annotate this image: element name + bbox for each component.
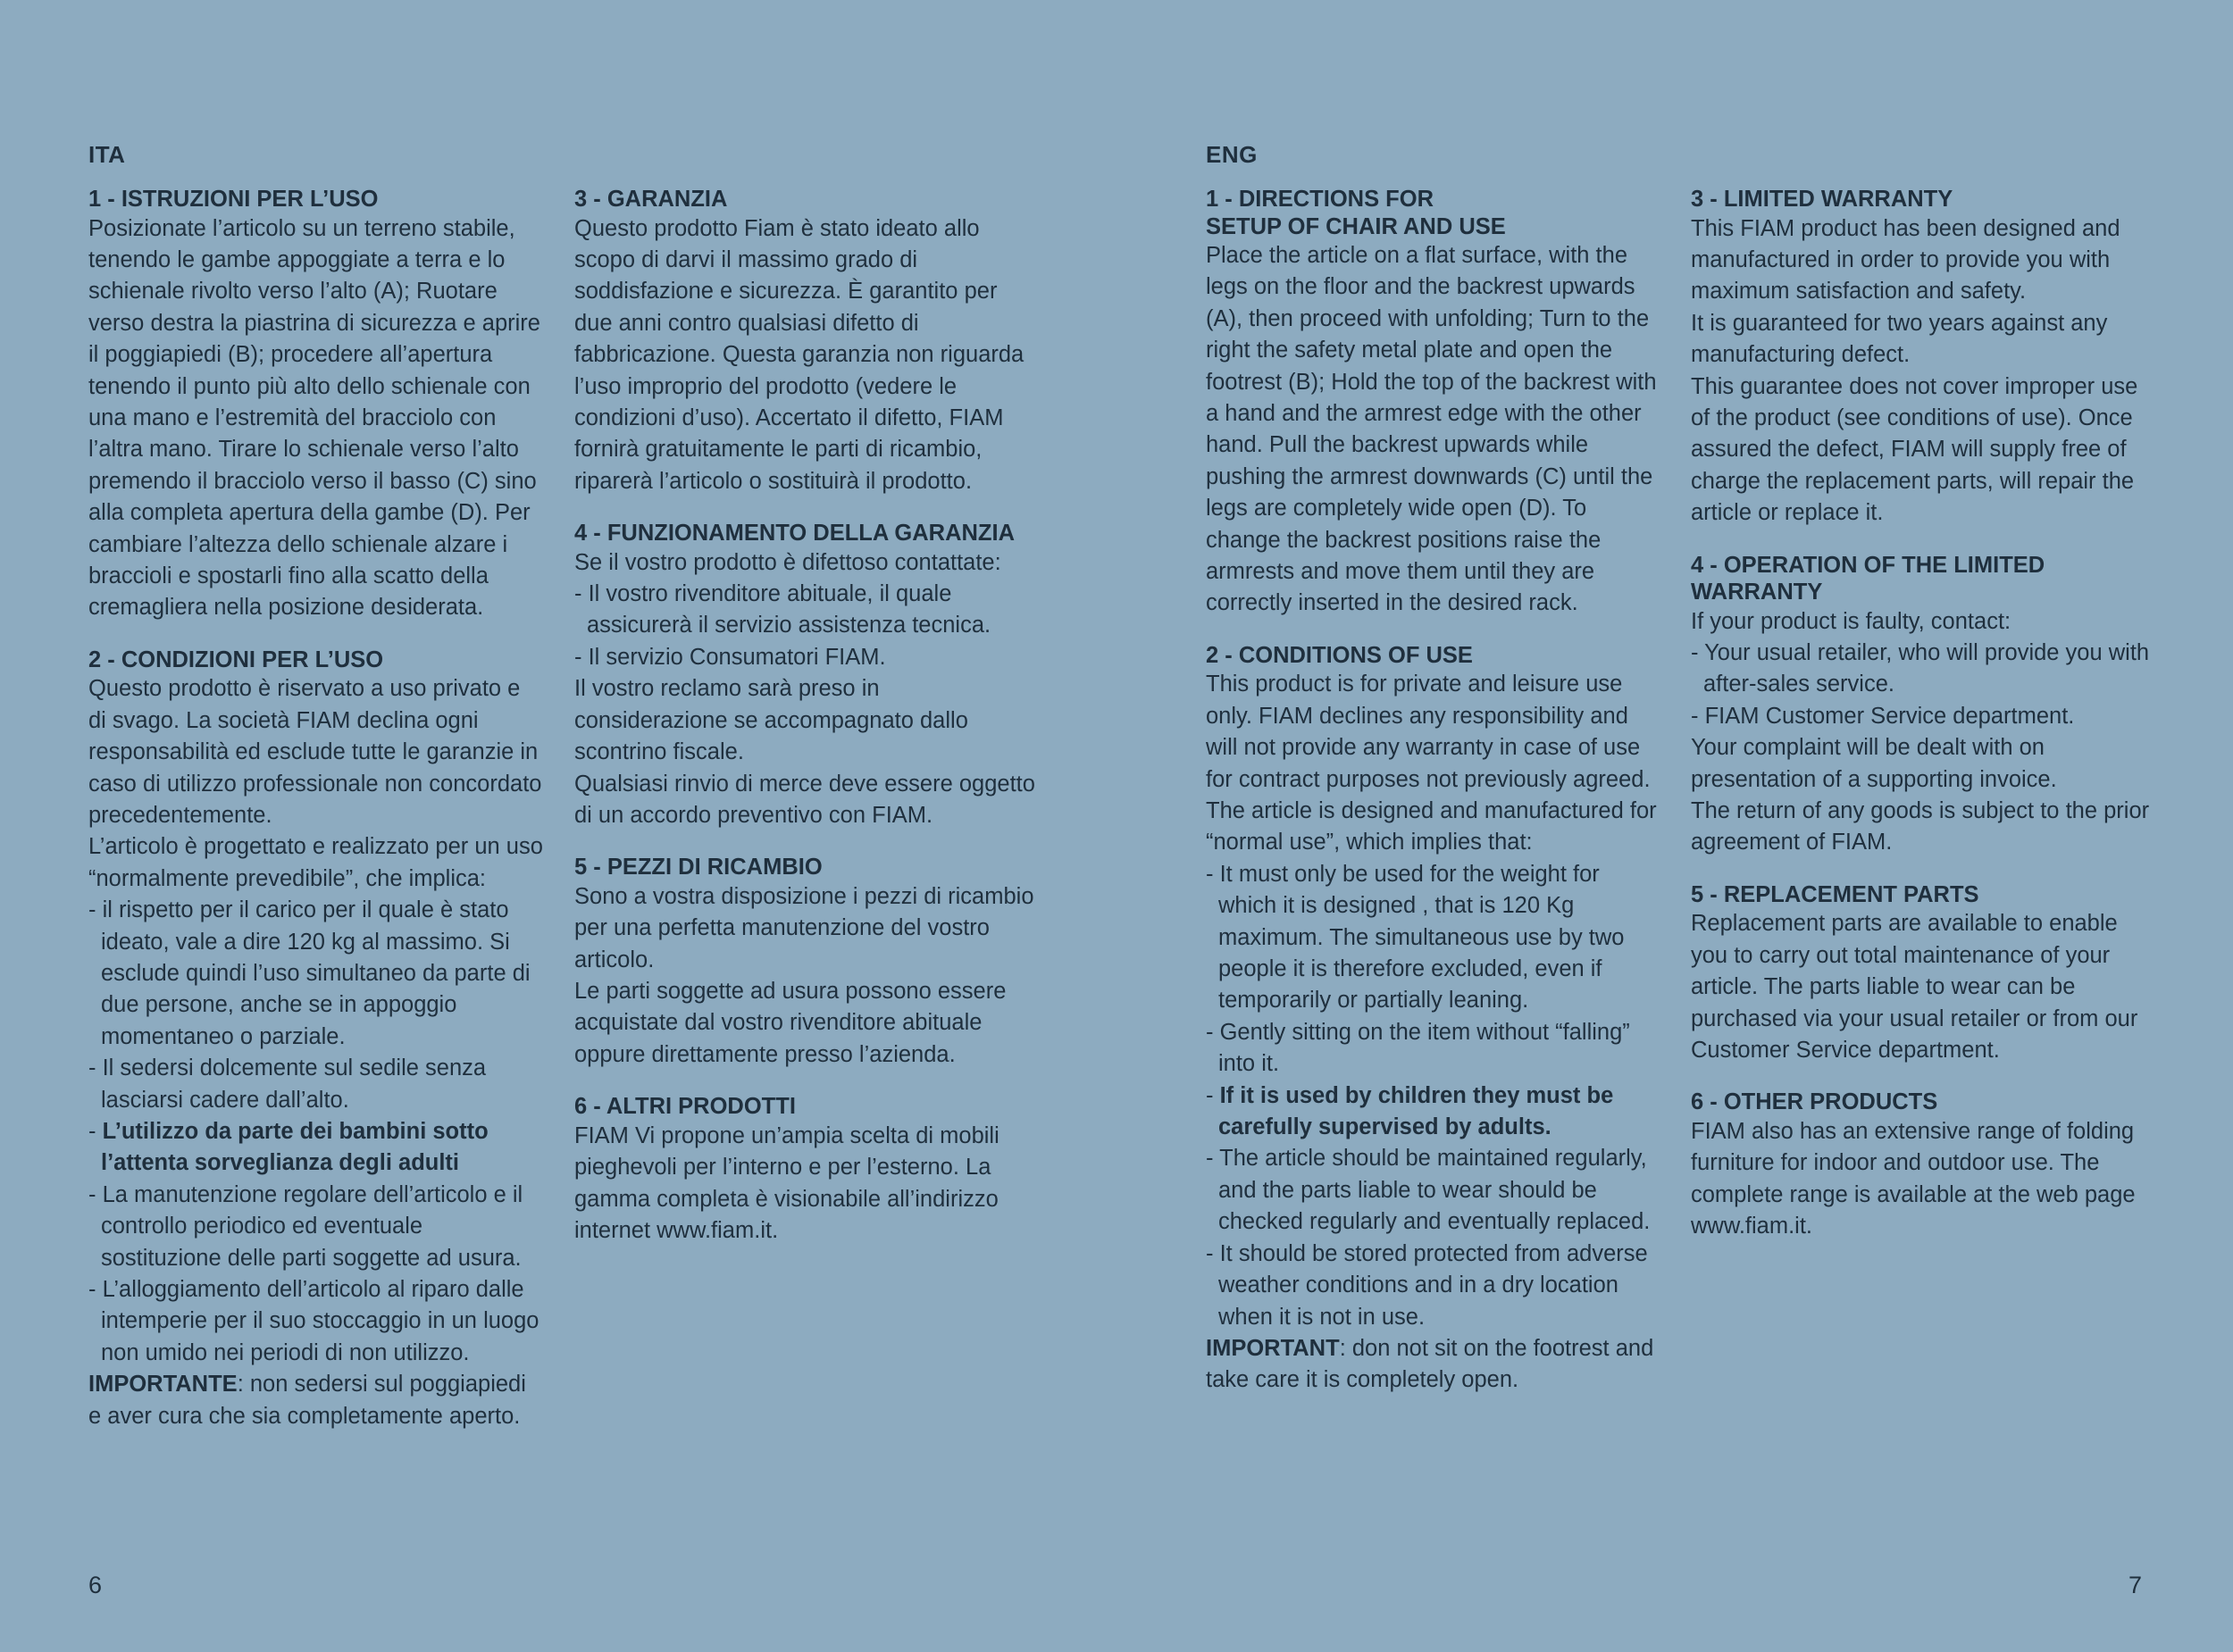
page-number-left: 6 — [88, 1572, 103, 1598]
paragraph: It is guaranteed for two years against any manufacturing defect. — [1691, 310, 2108, 368]
list-item: - It should be stored protected from adverse weather conditions and in a dry location when it is not in use. — [1206, 1240, 1648, 1330]
paragraph: This FIAM product has been designed and manufactured in order to provide you with maximum satisfaction and safety. — [1691, 215, 2120, 305]
eng-section-4 — [1691, 552, 2155, 859]
paragraph: Qualsiasi rinvio di merce deve essere oggetto di un accordo preventivo con FIAM. — [574, 771, 1035, 828]
paragraph: Sono a vostra disposizione i pezzi di ricambio per una perfetta manutenzione del vostro articolo. — [574, 883, 1034, 972]
eng-section-3 — [1691, 186, 2155, 530]
important-note — [1206, 1333, 1661, 1397]
section-body: FIAM also has an extensive range of folding furniture for indoor and outdoor use. The complete range is available at the web page www.fiam.it. — [1691, 1118, 2136, 1239]
ita-section-2 — [88, 647, 544, 1432]
section-title: 2 - CONDITIONS OF USE — [1206, 642, 1473, 668]
ita-section-6 — [574, 1093, 1039, 1247]
eng-section-6 — [1691, 1089, 2155, 1242]
eng-column-1 — [1206, 186, 1661, 1419]
ita-column-2 — [574, 186, 1039, 1269]
section-title: 2 - CONDIZIONI PER L’USO — [88, 647, 384, 672]
bold-warning: L’utilizzo da parte dei bambini sotto l’attenta sorveglianza degli adulti — [101, 1118, 489, 1176]
page-number-right: 7 — [2128, 1572, 2143, 1598]
eng-section-1 — [1206, 186, 1661, 620]
list-dash: - — [88, 1118, 103, 1144]
paragraph: Le parti soggette ad usura possono essere acquistate dal vostro rivenditore abituale oppure direttamente presso l’azienda. — [574, 979, 1007, 1067]
list-item: - Gently sitting on the item without “falling” into it. — [1206, 1019, 1630, 1077]
bold-warning: If it is used by children they must be carefully supervised by adults. — [1218, 1082, 1614, 1140]
language-label-ita: ITA — [88, 141, 126, 168]
eng-section-5 — [1691, 881, 2155, 1067]
ita-column-1 — [88, 186, 544, 1455]
section-title: 1 - ISTRUZIONI PER L’USO — [88, 187, 379, 212]
section-body: Posizionate l’articolo su un terreno stabile, tenendo le gambe appoggiate a terra e lo schienale rivolto verso l’alto (A); Ruotare verso destra la piastrina di sicurezza e aprire il poggiapiedi (B); procedere all’apertura tenendo il punto più alto dello schienale con una mano e l’estremità del bracciolo con l’altra mano. Tirare lo schienale verso l’alto premendo il bracciolo verso il basso (C) sino alla completa apertura della gambe (D). Per cambiare l’altezza dello schienale alzare i braccioli e spostarli fino alla scatto della cremagliera nella posizione desiderata. — [88, 215, 540, 621]
paragraph: Il vostro reclamo sarà preso in considerazione se accompagnato dallo scontrino fiscale. — [574, 676, 968, 765]
section-body: FIAM Vi propone un’ampia scelta di mobili pieghevoli per l’interno e per l’esterno. La gamma completa è visionabile all’indirizzo internet www.fiam.it. — [574, 1122, 999, 1243]
list-item — [1206, 1080, 1661, 1144]
section-title: 4 - FUNZIONAMENTO DELLA GARANZIA — [574, 521, 1015, 546]
list-item — [88, 1116, 544, 1180]
eng-column-2 — [1691, 186, 2155, 1264]
list-item: - La manutenzione regolare dell’articolo e il controllo periodico ed eventuale sostituzione delle parti soggette ad usura. — [88, 1181, 523, 1271]
paragraph: Your complaint will be dealt with on presentation of a supporting invoice. — [1691, 735, 2057, 792]
important-label: IMPORTANTE — [88, 1372, 238, 1398]
paragraph: This product is for private and leisure use only. FIAM declines any responsibility and will not provide any warranty in case of use for contract purposes not previously agreed. — [1206, 672, 1651, 792]
paragraph: L’articolo è progettato e realizzato per un uso “normalmente prevedibile”, che implica: — [88, 834, 543, 891]
important-note — [88, 1369, 544, 1432]
section-title: 5 - PEZZI DI RICAMBIO — [574, 855, 823, 880]
eng-section-2 — [1206, 642, 1661, 1397]
ita-section-3 — [574, 186, 1039, 497]
list-item: - Il vostro rivenditore abituale, il quale assicurerà il servizio assistenza tecnica. — [574, 581, 991, 638]
list-item: - Il servizio Consumatori FIAM. — [574, 644, 886, 670]
section-body: Questo prodotto Fiam è stato ideato allo scopo di darvi il massimo grado di soddisfazione e sicurezza. È garantito per due anni contro qualsiasi difetto di fabbricazione. Questa garanzia non riguarda l’uso improprio del prodotto (vedere le condizioni d’uso). Accertato il difetto, FIAM fornirà gratuitamente le parti di ricambio, riparerà l’articolo o sostituirà il prodotto. — [574, 215, 1025, 494]
section-title: 1 - DIRECTIONS FOR SETUP OF CHAIR AND USE — [1206, 187, 1506, 239]
section-title: 3 - LIMITED WARRANTY — [1691, 187, 1953, 212]
paragraph: The return of any goods is subject to the prior agreement of FIAM. — [1691, 798, 2150, 855]
paragraph: Questo prodotto è riservato a uso privato e di svago. La società FIAM declina ogni responsabilità ed esclude tutte le garanzie in caso di utilizzo professionale non concordato precedentemente. — [88, 676, 542, 828]
ita-section-5 — [574, 854, 1039, 1071]
list-item: - Il sedersi dolcemente sul sedile senza lasciarsi cadere dall’alto. — [88, 1055, 487, 1113]
section-title: 3 - GARANZIA — [574, 187, 728, 212]
ita-section-4 — [574, 520, 1039, 831]
ita-section-1 — [88, 186, 544, 624]
list-item: - L’alloggiamento dell’articolo al riparo dalle intemperie per il suo stoccaggio in un luogo non umido nei periodi di non utilizzo. — [88, 1277, 539, 1365]
important-label: IMPORTANT — [1206, 1335, 1340, 1361]
section-body: Place the article on a flat surface, with the legs on the floor and the backrest upwards (A), then proceed with unfolding; Turn to the right the safety metal plate and open the footrest (B); Hold the top of the backrest with a hand and the armrest edge with the other hand. Pull the backrest upwards while pushing the armrest downwards (C) until the legs are completely wide open (D). To change the backrest positions raise the armrests and move them until they are correctly inserted in the desired rack. — [1206, 243, 1657, 616]
paragraph: The article is designed and manufactured for “normal use”, which implies that: — [1206, 798, 1657, 855]
paragraph: Se il vostro prodotto è difettoso contattate: — [574, 549, 1001, 575]
important-text: : non sedersi sul poggiapiedi e aver cura che sia completamente aperto. — [88, 1372, 526, 1429]
list-item: - Your usual retailer, who will provide you with after-sales service. — [1691, 639, 2150, 697]
list-item: - FIAM Customer Service department. — [1691, 703, 2075, 729]
section-title: 5 - REPLACEMENT PARTS — [1691, 881, 1979, 907]
section-title: 4 - OPERATION OF THE LIMITED WARRANTY — [1691, 552, 2045, 605]
section-title: 6 - ALTRI PRODOTTI — [574, 1094, 796, 1120]
list-dash: - — [1206, 1082, 1220, 1108]
list-item: - It must only be used for the weight for which it is designed , that is 120 Kg maximum. The simultaneous use by two people it is therefore excluded, even if temporarily or partially leaning. — [1206, 861, 1625, 1014]
section-body: Replacement parts are available to enable you to carry out total maintenance of your article. The parts liable to wear can be purchased via your usual retailer or from our Customer Service department. — [1691, 911, 2138, 1063]
important-text: : don not sit on the footrest and take care it is completely open. — [1206, 1335, 1654, 1393]
language-label-eng: ENG — [1206, 141, 1258, 168]
paragraph: If your product is faulty, contact: — [1691, 608, 2011, 634]
list-item: - The article should be maintained regularly, and the parts liable to wear should be checked regularly and eventually replaced. — [1206, 1146, 1651, 1235]
list-item: - il rispetto per il carico per il quale è stato ideato, vale a dire 120 kg al massimo. Si esclude quindi l’uso simultaneo da parte di due persone, anche se in appoggio momentaneo o parziale. — [88, 897, 531, 1049]
section-title: 6 - OTHER PRODUCTS — [1691, 1089, 1938, 1115]
paragraph: This guarantee does not cover improper use of the product (see conditions of use). Once assured the defect, FIAM will supply free of charge the replacement parts, will repair the article or replace it. — [1691, 373, 2138, 526]
